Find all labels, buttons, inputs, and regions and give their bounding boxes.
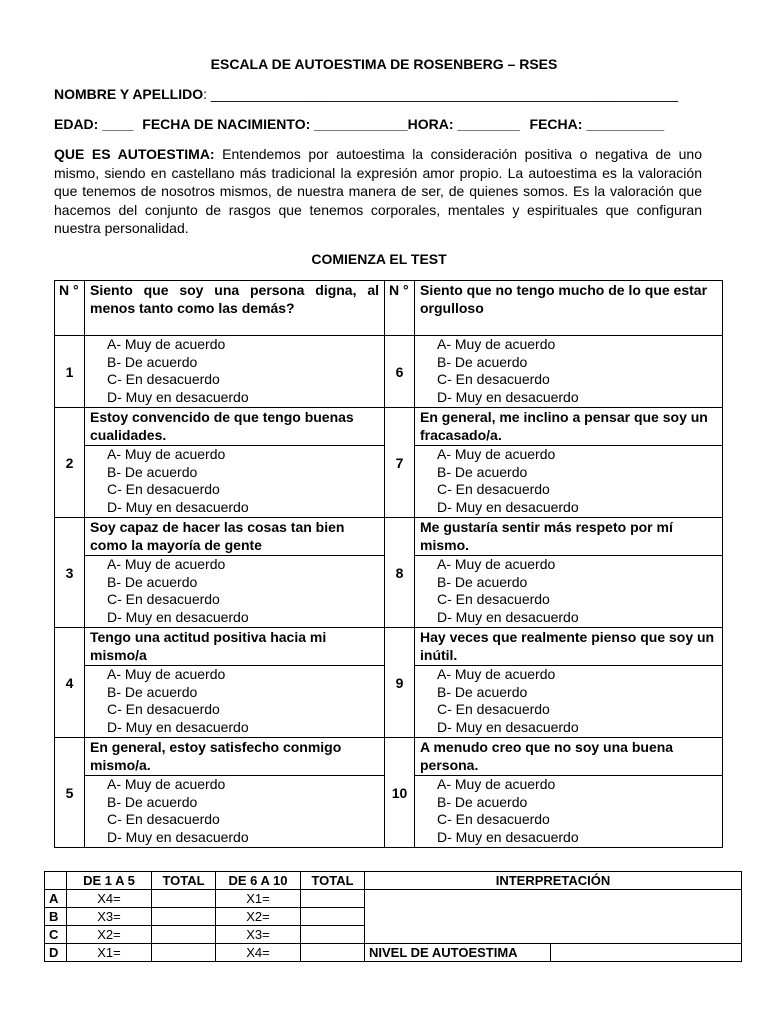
answer-option[interactable]: A- Muy de acuerdo [107, 556, 226, 572]
total-cell[interactable] [301, 926, 365, 944]
date-field[interactable]: FECHA: __________ [529, 116, 665, 132]
question-text: Tengo una actitud positiva hacia mi mismo/a [85, 628, 385, 666]
answer-option[interactable]: D- Muy en desacuerdo [107, 498, 249, 515]
test-table [54, 280, 723, 848]
answer-option[interactable]: A- Muy de acuerdo [107, 446, 226, 462]
name-field[interactable]: : ____________________________________________________________ [203, 86, 679, 102]
results-multiplier: X3= [216, 926, 301, 944]
interpretation-cell[interactable] [365, 890, 742, 944]
question-text: En general, me inclino a pensar que soy un fracasado/a. [415, 408, 723, 446]
results-row-letter: A [45, 890, 67, 908]
answer-option[interactable]: B- De acuerdo [437, 353, 528, 370]
answer-option[interactable]: D- Muy en desacuerdo [437, 388, 579, 405]
answer-option[interactable]: B- De acuerdo [107, 353, 198, 370]
question-number: 7 [385, 408, 415, 518]
question-number: 4 [55, 628, 85, 738]
results-multiplier: X3= [67, 908, 152, 926]
start-test-heading: COMIENZA EL TEST [311, 251, 447, 267]
answer-option[interactable]: D- Muy en desacuerdo [437, 718, 579, 735]
birthdate-field[interactable]: FECHA DE NACIMIENTO: ____________ [142, 116, 408, 132]
total-cell[interactable] [152, 908, 216, 926]
answer-option[interactable]: B- De acuerdo [107, 463, 198, 480]
answer-option[interactable]: D- Muy en desacuerdo [437, 498, 579, 515]
answer-option[interactable]: B- De acuerdo [107, 573, 198, 590]
answer-option[interactable]: B- De acuerdo [437, 793, 528, 810]
num-header-right: N ° [385, 281, 415, 336]
total-cell[interactable] [152, 890, 216, 908]
answer-options[interactable] [85, 556, 385, 628]
question-number: 3 [55, 518, 85, 628]
question-number: 8 [385, 518, 415, 628]
answer-options[interactable] [415, 336, 723, 408]
page-title: ESCALA DE AUTOESTIMA DE ROSENBERG – RSES [210, 56, 558, 72]
definition-paragraph [54, 145, 702, 238]
answer-option[interactable]: C- En desacuerdo [437, 481, 550, 498]
total-cell[interactable] [152, 926, 216, 944]
total-cell[interactable] [152, 944, 216, 962]
results-multiplier: X2= [216, 908, 301, 926]
nivel-value[interactable] [551, 944, 742, 962]
question-number: 1 [55, 336, 85, 408]
answer-options[interactable] [415, 776, 723, 848]
answer-option[interactable]: C- En desacuerdo [107, 591, 220, 608]
hour-field[interactable]: HORA: ________ [407, 116, 520, 132]
definition-label: QUE ES AUTOESTIMA: [54, 146, 215, 162]
answer-option[interactable]: C- En desacuerdo [437, 371, 550, 388]
total-cell[interactable] [301, 890, 365, 908]
answer-option[interactable]: B- De acuerdo [107, 793, 198, 810]
answer-option[interactable]: D- Muy en desacuerdo [107, 608, 249, 625]
results-corner [45, 872, 67, 890]
results-multiplier: X4= [216, 944, 301, 962]
answer-option[interactable]: A- Muy de acuerdo [437, 776, 556, 792]
results-multiplier: X1= [216, 890, 301, 908]
question-text: Me gustaría sentir más respeto por mí mismo. [415, 518, 723, 556]
answer-option[interactable]: A- Muy de acuerdo [437, 336, 556, 352]
question-text: A menudo creo que no soy una buena persona. [415, 738, 723, 776]
answer-option[interactable]: D- Muy en desacuerdo [437, 608, 579, 625]
answer-option[interactable]: C- En desacuerdo [107, 701, 220, 718]
age-field[interactable]: EDAD: ____ [54, 116, 134, 132]
answer-option[interactable]: D- Muy en desacuerdo [107, 828, 249, 845]
question-text: Hay veces que realmente pienso que soy un inútil. [415, 628, 723, 666]
answer-options[interactable] [85, 336, 385, 408]
definition-text: Entendemos por autoestima la consideración positiva o negativa de uno mismo, siendo en castellano más tradicional la expresión amor propio. La autoestima es la valoración que tenemos de nosotros mismos, de nuestra manera de ser, de quienes somos. Es la valoración que hacemos del conjunto de rasgos que tenemos corporales, mentales y espirituales que configuran nuestra personalidad. [54, 146, 702, 236]
answer-options[interactable] [85, 446, 385, 518]
answer-option[interactable]: A- Muy de acuerdo [107, 776, 226, 792]
answer-options[interactable] [415, 446, 723, 518]
question-text: En general, estoy satisfecho conmigo mismo/a. [85, 738, 385, 776]
answer-option[interactable]: C- En desacuerdo [107, 371, 220, 388]
answer-options[interactable] [85, 776, 385, 848]
answer-option[interactable]: D- Muy en desacuerdo [437, 828, 579, 845]
nivel-label: NIVEL DE AUTOESTIMA [365, 944, 551, 962]
question-text: Siento que soy una persona digna, al menos tanto como las demás? [85, 281, 385, 336]
results-header: DE 6 A 10 [216, 872, 301, 890]
results-row-letter: B [45, 908, 67, 926]
answer-option[interactable]: B- De acuerdo [437, 683, 528, 700]
answer-options[interactable] [415, 556, 723, 628]
answer-option[interactable]: B- De acuerdo [437, 463, 528, 480]
question-number: 10 [385, 738, 415, 848]
question-text: Soy capaz de hacer las cosas tan bien como la mayoría de gente [85, 518, 385, 556]
results-header: INTERPRETACIÓN [365, 872, 742, 890]
results-multiplier: X1= [67, 944, 152, 962]
name-label: NOMBRE Y APELLIDO [54, 86, 204, 102]
info-line [54, 116, 664, 132]
answer-option[interactable]: C- En desacuerdo [437, 591, 550, 608]
results-row-letter: D [45, 944, 67, 962]
answer-option[interactable]: B- De acuerdo [437, 573, 528, 590]
results-table [44, 871, 742, 962]
answer-option[interactable]: A- Muy de acuerdo [107, 666, 226, 682]
num-header-left: N ° [55, 281, 85, 336]
answer-option[interactable]: C- En desacuerdo [437, 811, 550, 828]
results-header: TOTAL [152, 872, 216, 890]
answer-option[interactable]: B- De acuerdo [107, 683, 198, 700]
results-multiplier: X2= [67, 926, 152, 944]
results-header: TOTAL [301, 872, 365, 890]
results-header: DE 1 A 5 [67, 872, 152, 890]
answer-options[interactable] [415, 666, 723, 738]
answer-option[interactable]: C- En desacuerdo [107, 481, 220, 498]
answer-options[interactable] [85, 666, 385, 738]
answer-option[interactable]: D- Muy en desacuerdo [107, 718, 249, 735]
results-multiplier: X4= [67, 890, 152, 908]
answer-option[interactable]: A- Muy de acuerdo [437, 446, 556, 462]
question-text: Estoy convencido de que tengo buenas cualidades. [85, 408, 385, 446]
question-number: 9 [385, 628, 415, 738]
answer-option[interactable]: A- Muy de acuerdo [437, 666, 556, 682]
total-cell[interactable] [301, 944, 365, 962]
results-row-letter: C [45, 926, 67, 944]
answer-option[interactable]: A- Muy de acuerdo [107, 336, 226, 352]
total-cell[interactable] [301, 908, 365, 926]
question-number: 5 [55, 738, 85, 848]
question-number: 6 [385, 336, 415, 408]
answer-option[interactable]: C- En desacuerdo [437, 701, 550, 718]
answer-option[interactable]: A- Muy de acuerdo [437, 556, 556, 572]
answer-option[interactable]: D- Muy en desacuerdo [107, 388, 249, 405]
question-number: 2 [55, 408, 85, 518]
name-line [54, 86, 678, 102]
answer-option[interactable]: C- En desacuerdo [107, 811, 220, 828]
question-text: Siento que no tengo mucho de lo que estar orgulloso [415, 281, 723, 336]
